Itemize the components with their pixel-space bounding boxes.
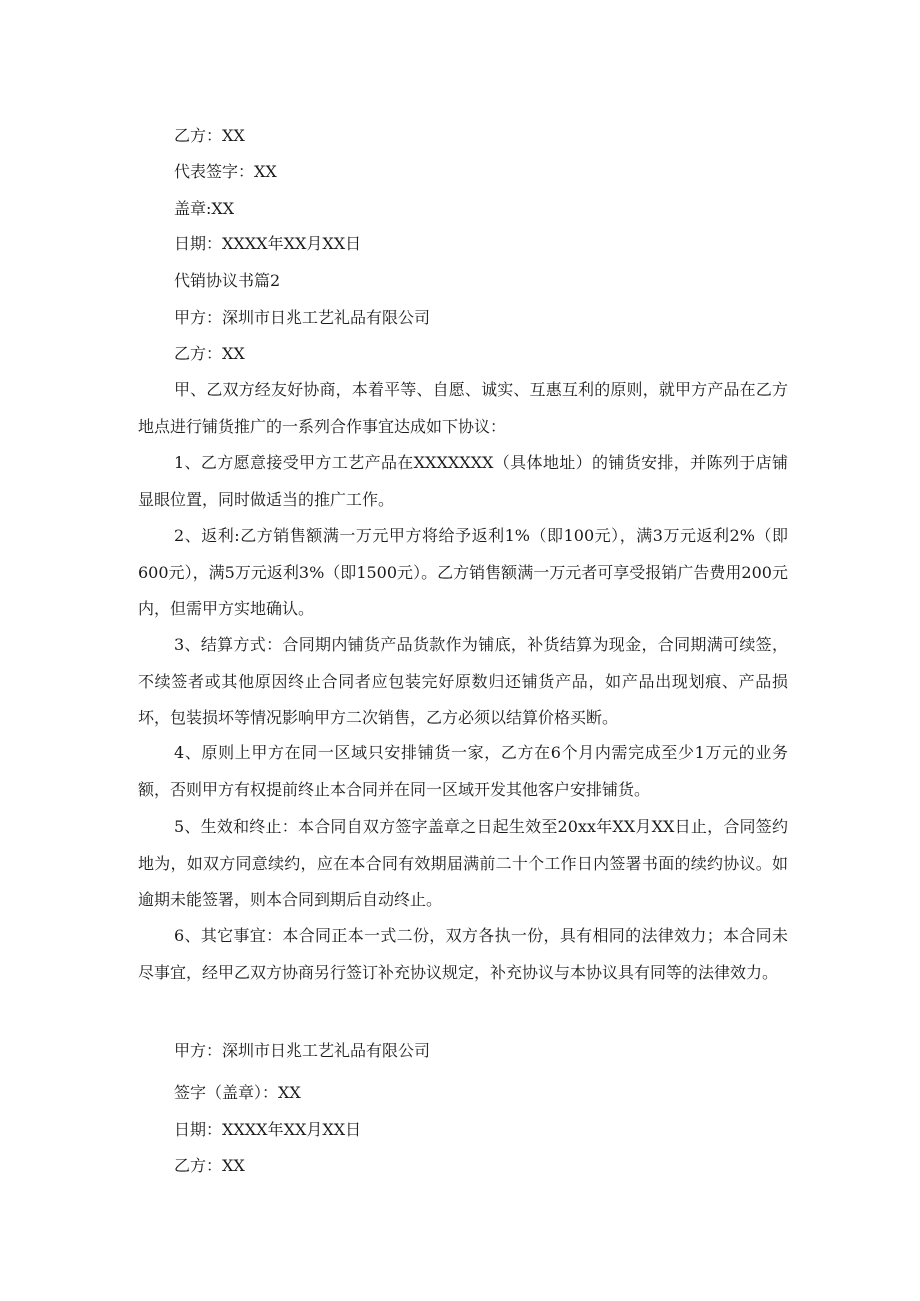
representative-signature: 代表签字：XX [174, 162, 277, 181]
party-a-signoff: 甲方：深圳市日兆工艺礼品有限公司 [174, 1041, 431, 1060]
clause-3: 3、结算方式：合同期内铺货产品货款作为铺底，补货结算为现金，合同期满可续签，不续签者或其他原因终止合同者应包装完好原数归还铺货产品，如产品出现划痕、产品损坏，包装损坏等情况影响甲方二次销售，乙方必须以结算价格买断。 [138, 635, 788, 727]
clause-1: 1、乙方愿意接受甲方工艺产品在XXXXXXX（具体地址）的铺货安排，并陈列于店铺显眼位置，同时做适当的推广工作。 [138, 453, 788, 509]
party-b-signoff: 乙方：XX [174, 1156, 245, 1175]
seal-label: 盖章:XX [174, 199, 235, 218]
clause-5: 5、生效和终止：本合同自双方签字盖章之日起生效至20xx年XX月XX日止，合同签约地为，如双方同意续约，应在本合同有效期届满前二十个工作日内签署书面的续约协议。如逾期未能签署，则本合同到期后自动终止。 [138, 817, 788, 909]
intro-paragraph: 甲、乙双方经友好协商，本着平等、自愿、诚实、互惠互利的原则，就甲方产品在乙方地点进行铺货推广的一系列合作事宜达成如下协议： [138, 380, 788, 436]
party-a-label: 甲方：深圳市日兆工艺礼品有限公司 [174, 308, 431, 327]
signoff-date: 日期：XXXX年XX月XX日 [174, 1120, 362, 1139]
clause-6: 6、其它事宜：本合同正本一式二份，双方各执一份，具有相同的法律效力；本合同未尽事宜，经甲乙双方协商另行签订补充协议规定，补充协议与本协议具有同等的法律效力。 [138, 926, 788, 982]
section-title: 代销协议书篇2 [174, 271, 281, 290]
sign-seal-label: 签字（盖章）：XX [174, 1083, 301, 1102]
party-b-label-2: 乙方：XX [174, 344, 245, 363]
clause-2: 2、返利:乙方销售额满一万元甲方将给予返利1%（即100元），满3万元返利2%（即600元），满5万元返利3%（即1500元）。乙方销售额满一万元者可享受报销广告费用200元内，但需甲方实地确认。 [138, 526, 788, 618]
clause-4: 4、原则上甲方在同一区域只安排铺货一家，乙方在6个月内需完成至少1万元的业务额，否则甲方有权提前终止本合同并在同一区域开发其他客户安排铺货。 [138, 743, 788, 799]
date-label: 日期：XXXX年XX月XX日 [174, 234, 362, 253]
party-b-label: 乙方：XX [174, 126, 245, 145]
